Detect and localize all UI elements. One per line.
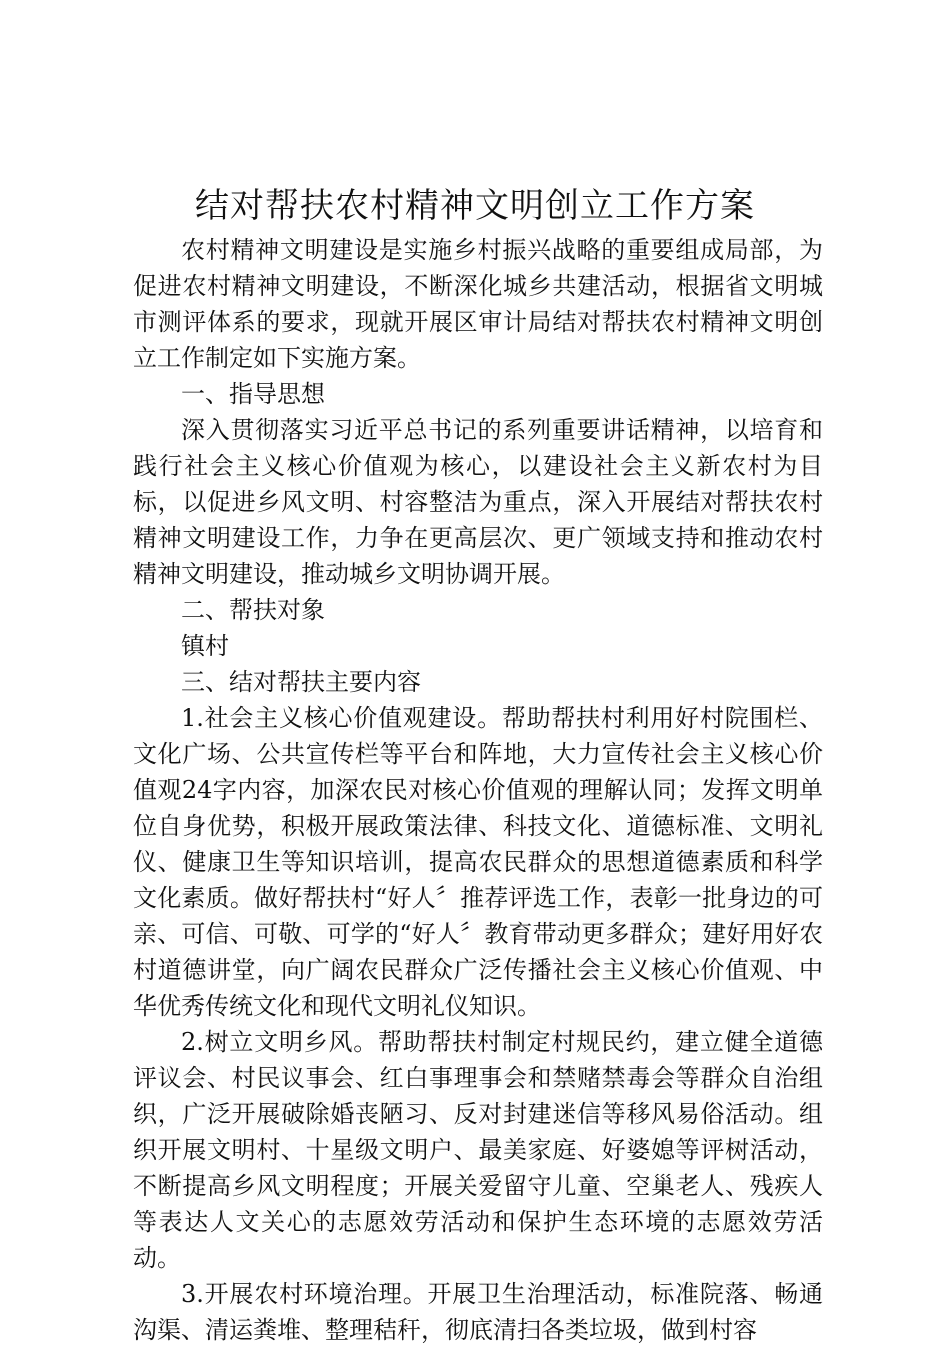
- item-2-paragraph: 2.树立文明乡风。帮助帮扶村制定村规民约，建立健全道德评议会、村民议事会、红白事理事会和禁赌禁毒会等群众自治组织，广泛开展破除婚丧陋习、反对封建迷信等移风易俗活动。组织开展文明村、十星级文明户、最美家庭、好婆媳等评树活动，不断提高乡风文明程度；开展关爱留守儿童、空巢老人、残疾人等表达人文关心的志愿效劳活动和保护生态环境的志愿效劳活动。: [133, 1028, 823, 1272]
- section-heading-assistance-target: 二、帮扶对象: [181, 596, 325, 624]
- assistance-target-paragraph: 镇村: [181, 632, 229, 660]
- section-heading-main-content: 三、结对帮扶主要内容: [181, 668, 421, 696]
- item-1-paragraph: 1.社会主义核心价值观建设。帮助帮扶村利用好村院围栏、文化广场、公共宣传栏等平台和阵地，大力宣传社会主义核心价值观24字内容，加深农民对核心价值观的理解认同；发挥文明单位自身优势，积极开展政策法律、科技文化、道德标准、文明礼仪、健康卫生等知识培训，提高农民群众的思想道德素质和科学文化素质。做好帮扶村“好人〞推荐评选工作，表彰一批身边的可亲、可信、可敬、可学的“好人〞教育带动更多群众；建好用好农村道德讲堂，向广阔农民群众广泛传播社会主义核心价值观、中华优秀传统文化和现代文明礼仪知识。: [133, 704, 823, 1020]
- section-heading-guiding-thought: 一、指导思想: [181, 380, 325, 408]
- intro-paragraph: 农村精神文明建设是实施乡村振兴战略的重要组成局部，为促进农村精神文明建设，不断深化城乡共建活动，根据省文明城市测评体系的要求，现就开展区审计局结对帮扶农村精神文明创立工作制定如下实施方案。: [133, 236, 823, 372]
- document-title: 结对帮扶农村精神文明创立工作方案: [195, 186, 755, 226]
- item-3-paragraph: 3.开展农村环境治理。开展卫生治理活动，标准院落、畅通沟渠、清运粪堆、整理秸秆，彻底清扫各类垃圾，做到村容: [133, 1280, 823, 1344]
- guiding-thought-paragraph: 深入贯彻落实习近平总书记的系列重要讲话精神，以培育和践行社会主义核心价值观为核心，以建设社会主义新农村为目标，以促进乡风文明、村容整洁为重点，深入开展结对帮扶农村精神文明建设工作，力争在更高层次、更广领域支持和推动农村精神文明建设，推动城乡文明协调开展。: [133, 416, 823, 588]
- document-body: [133, 232, 823, 1348]
